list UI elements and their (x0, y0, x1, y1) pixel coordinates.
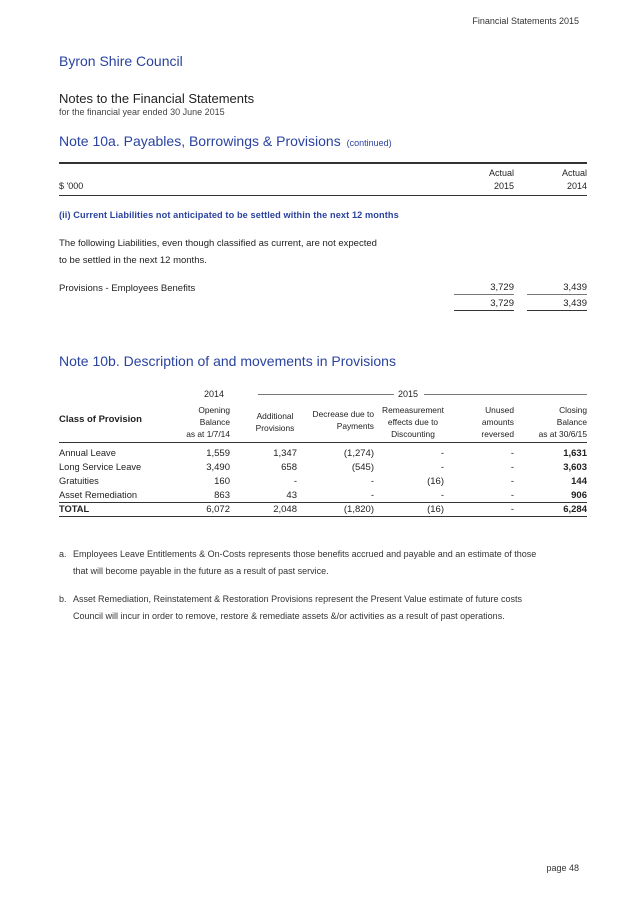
col-opening-header (160, 404, 230, 440)
note-10a-continued: (continued) (346, 138, 392, 148)
opening-value: 160 (214, 476, 230, 487)
total-rule-2015 (454, 310, 514, 311)
year-2015-label: 2015 (398, 389, 419, 399)
col-additional-line: Provisions (255, 423, 295, 433)
total-unused: - (510, 504, 514, 515)
total-bottom-rule (59, 516, 587, 517)
col-opening-line: Balance (199, 417, 230, 427)
col-decrease-header (296, 408, 374, 432)
closing-value: 144 (571, 476, 587, 487)
footnote-marker: b. (59, 594, 67, 604)
closing-value: 3,603 (563, 462, 587, 473)
footnote-text: that will become payable in the future as a result of past service. (73, 566, 329, 576)
closing-value: 1,631 (563, 448, 587, 459)
paragraph-line-1: The following Liabilities, even though classified as current, are not expected (59, 238, 377, 249)
note-10a-title-text: Note 10a. Payables, Borrowings & Provisions (59, 133, 341, 149)
document-header-title: Financial Statements 2015 (472, 16, 579, 26)
provisions-2014: 3,439 (563, 282, 587, 293)
notes-subtitle: for the financial year ended 30 June 2015 (59, 107, 225, 117)
col-unused-line: amounts (481, 417, 514, 427)
col-unused-header (452, 404, 514, 440)
additional-value: 43 (286, 490, 297, 501)
col-class-of-provision: Class of Provision (59, 414, 142, 425)
col-closing-line: Balance (556, 417, 587, 427)
remeasurement-value: - (440, 462, 444, 473)
footnote-text: Council will incur in order to remove, restore & remediate assets &/or activities as a result of past operations. (73, 611, 505, 621)
page-number: page 48 (546, 863, 579, 873)
col-year-2015: 2015 (493, 181, 514, 191)
table-top-rule (59, 162, 587, 164)
col-remeasurement-header (374, 404, 452, 440)
total-decrease: (1,820) (343, 504, 374, 515)
col-additional-line: Additional (256, 411, 294, 421)
col-closing-header (515, 404, 587, 440)
row-label: Asset Remediation (59, 490, 138, 500)
total-top-rule (59, 502, 587, 503)
year-rule-left (258, 394, 394, 395)
header-rule (59, 195, 587, 196)
col-unused-line: Unused (485, 405, 514, 415)
decrease-value: (1,274) (343, 448, 374, 459)
decrease-value: - (370, 476, 374, 487)
provisions-row-label: Provisions - Employees Benefits (59, 283, 196, 294)
col-closing-line: as at 30/6/15 (538, 429, 587, 439)
section-ii-heading: (ii) Current Liabilities not anticipated to be settled within the next 12 months (59, 210, 399, 220)
total-opening: 6,072 (206, 504, 230, 515)
note-10b-title: Note 10b. Description of and movements in Provisions (59, 353, 396, 369)
remeasurement-value: - (440, 490, 444, 501)
notes-title: Notes to the Financial Statements (59, 91, 255, 106)
subtotal-rule-2015 (454, 294, 514, 295)
row-label: Long Service Leave (59, 462, 142, 472)
col-actual-2015-label: Actual (488, 168, 514, 178)
col-opening-line: as at 1/7/14 (186, 429, 230, 439)
remeasurement-value: (16) (427, 476, 444, 487)
provisions-total-2014: 3,439 (563, 298, 587, 309)
total-closing: 6,284 (563, 504, 587, 515)
paragraph-line-2: to be settled in the next 12 months. (59, 255, 207, 266)
col-closing-line: Closing (559, 405, 587, 415)
footnote-b (59, 591, 579, 625)
additional-value: 1,347 (273, 448, 297, 459)
currency-label: $ '000 (59, 181, 84, 191)
col-remeasurement-line: effects due to (387, 417, 439, 427)
footnote-a (59, 546, 579, 580)
total-additional: 2,048 (273, 504, 297, 515)
opening-value: 1,559 (206, 448, 230, 459)
unused-value: - (510, 490, 514, 501)
col-decrease-line: Decrease due to (312, 409, 374, 419)
additional-value: 658 (281, 462, 297, 473)
col-remeasurement-line: Remeasurement (382, 405, 444, 415)
col-year-2014: 2014 (566, 181, 587, 191)
footnote-text: Employees Leave Entitlements & On-Costs represents those benefits accrued and payable and an estimate of those (73, 549, 537, 559)
footnote-text: Asset Remediation, Reinstatement & Restoration Provisions represent the Present Value estimate of future costs (73, 594, 523, 604)
total-rule-2014 (527, 310, 587, 311)
unused-value: - (510, 476, 514, 487)
note-10a-title (59, 133, 392, 149)
col-opening-line: Opening (198, 405, 230, 415)
row-label: Gratuities (59, 476, 99, 486)
provisions-2015: 3,729 (490, 282, 514, 293)
subtotal-rule-2014 (527, 294, 587, 295)
opening-value: 863 (214, 490, 230, 501)
additional-value: - (293, 476, 297, 487)
movements-header-rule (59, 442, 587, 443)
col-remeasurement-line: Discounting (391, 429, 435, 439)
decrease-value: (545) (351, 462, 374, 473)
unused-value: - (510, 462, 514, 473)
remeasurement-value: - (440, 448, 444, 459)
col-decrease-line: Payments (336, 421, 374, 431)
decrease-value: - (370, 490, 374, 501)
col-actual-2014-label: Actual (561, 168, 587, 178)
provisions-total-2015: 3,729 (490, 298, 514, 309)
opening-value: 3,490 (206, 462, 230, 473)
col-unused-line: reversed (481, 429, 514, 439)
closing-value: 906 (571, 490, 587, 501)
footnote-marker: a. (59, 549, 67, 559)
year-2014-label: 2014 (204, 389, 225, 399)
total-label: TOTAL (59, 504, 90, 514)
year-rule-right (424, 394, 587, 395)
row-label: Annual Leave (59, 448, 116, 458)
total-remeasurement: (16) (427, 504, 444, 515)
unused-value: - (510, 448, 514, 459)
council-name: Byron Shire Council (59, 53, 183, 69)
